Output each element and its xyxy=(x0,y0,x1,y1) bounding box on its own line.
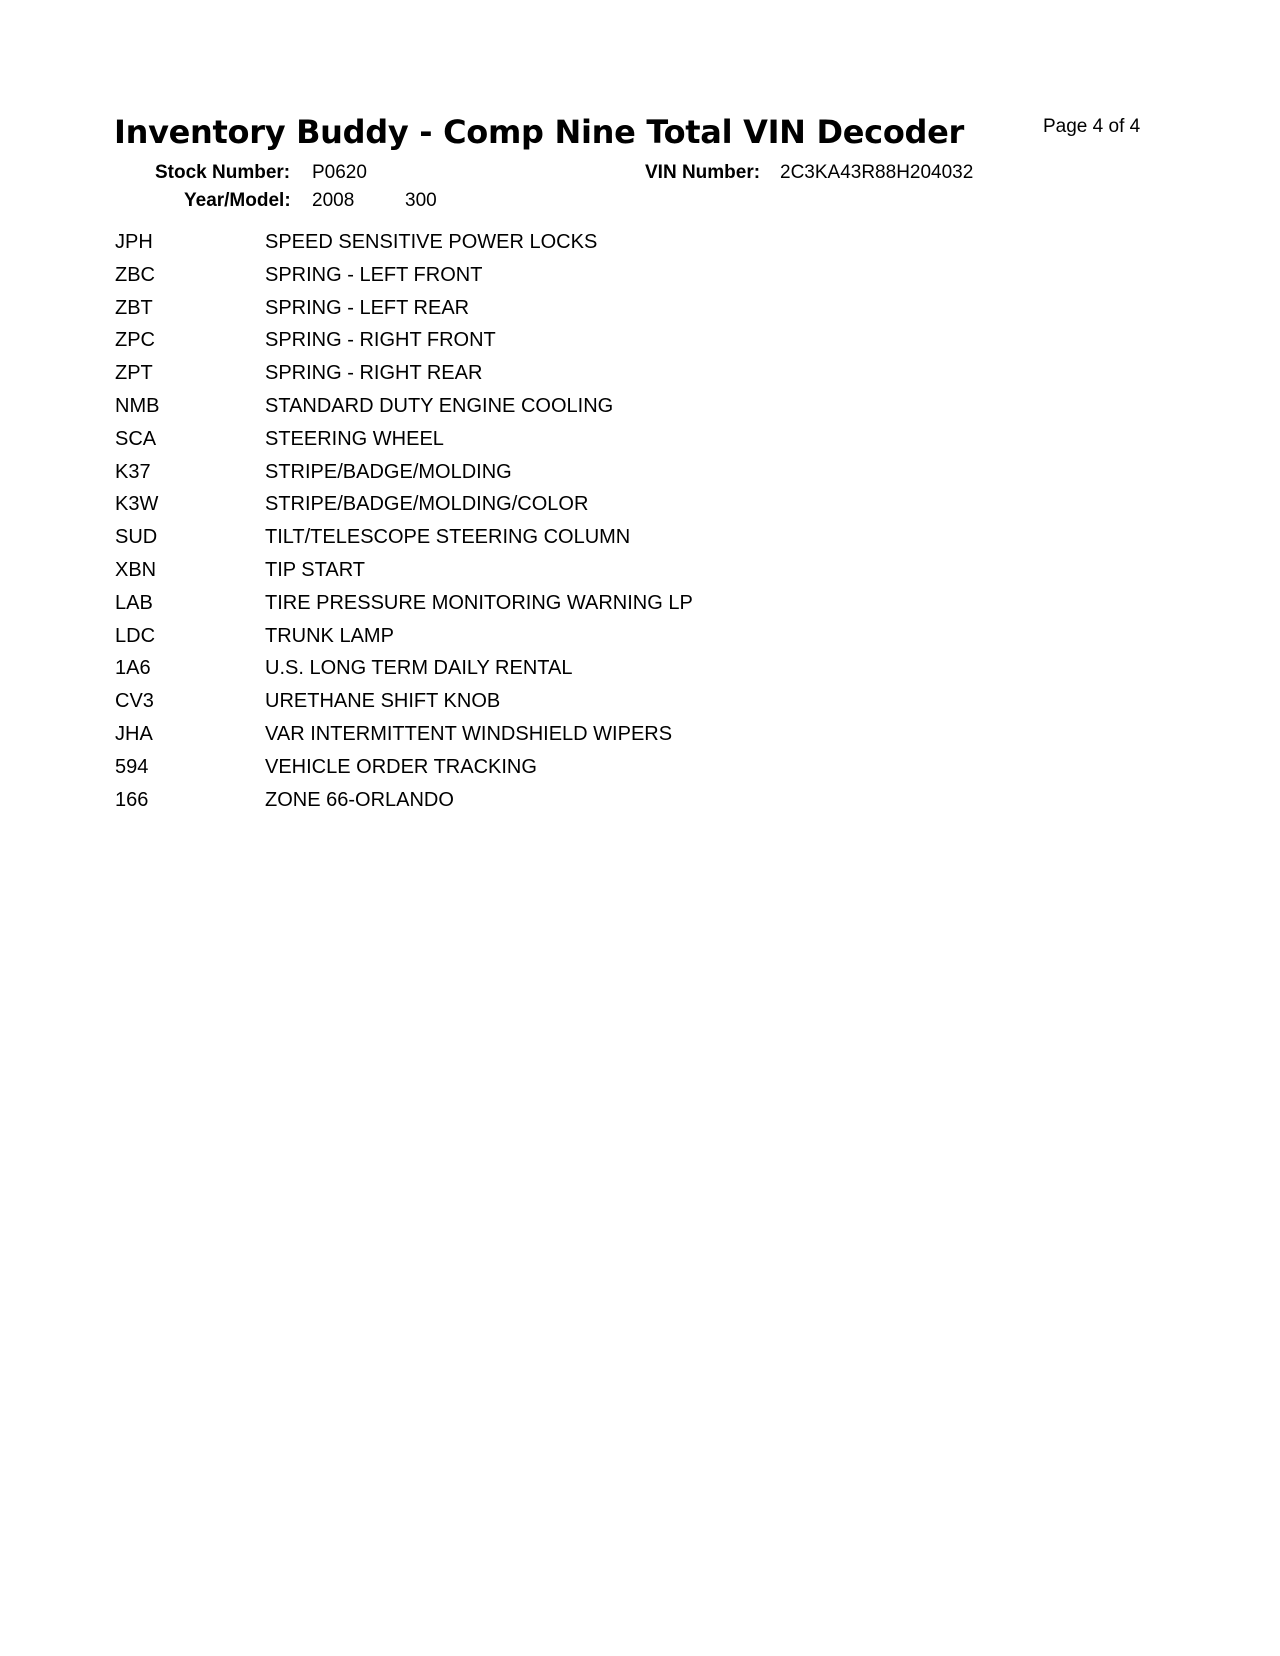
option-description: STANDARD DUTY ENGINE COOLING xyxy=(265,394,614,417)
option-code: K3W xyxy=(115,493,159,516)
vin-number-value: 2C3KA43R88H204032 xyxy=(780,162,974,183)
option-list xyxy=(115,228,1015,818)
option-description: TILT/TELESCOPE STEERING COLUMN xyxy=(265,526,631,549)
option-row xyxy=(115,425,1015,458)
option-code: LDC xyxy=(115,624,156,647)
option-description: ZONE 66-ORLANDO xyxy=(265,788,454,811)
option-code: K37 xyxy=(115,460,151,483)
option-description: STEERING WHEEL xyxy=(265,427,444,450)
option-code: SUD xyxy=(115,526,158,549)
option-row xyxy=(115,294,1015,327)
option-description: U.S. LONG TERM DAILY RENTAL xyxy=(265,657,573,680)
year-model-label: Year/Model: xyxy=(184,190,291,211)
option-description: SPRING - LEFT REAR xyxy=(265,296,470,319)
option-code: SCA xyxy=(115,427,157,450)
option-description: VEHICLE ORDER TRACKING xyxy=(265,755,537,778)
option-row xyxy=(115,458,1015,491)
option-row xyxy=(115,753,1015,786)
option-row xyxy=(115,392,1015,425)
model-value: 300 xyxy=(405,190,437,211)
option-code: ZPC xyxy=(115,329,155,352)
year-value: 2008 xyxy=(312,190,355,211)
option-description: STRIPE/BADGE/MOLDING xyxy=(265,460,512,483)
option-code: ZBC xyxy=(115,263,155,286)
option-code: JPH xyxy=(115,231,153,253)
stock-number-label: Stock Number: xyxy=(155,162,291,183)
option-description: TIP START xyxy=(265,558,366,581)
option-row xyxy=(115,589,1015,622)
option-code: 1A6 xyxy=(115,657,151,680)
option-code: ZPT xyxy=(115,362,153,385)
option-row xyxy=(115,326,1015,359)
option-row xyxy=(115,228,1015,261)
report-title: Inventory Buddy - Comp Nine Total VIN Decoder xyxy=(114,113,965,151)
option-row xyxy=(115,261,1015,294)
option-description: URETHANE SHIFT KNOB xyxy=(265,690,501,713)
option-row xyxy=(115,490,1015,523)
option-description: SPRING - LEFT FRONT xyxy=(265,263,483,286)
option-description: VAR INTERMITTENT WINDSHIELD WIPERS xyxy=(265,722,673,745)
option-code: ZBT xyxy=(115,296,153,319)
option-row xyxy=(115,556,1015,589)
option-row xyxy=(115,359,1015,392)
option-code: CV3 xyxy=(115,690,154,713)
option-description: TRUNK LAMP xyxy=(265,624,394,647)
option-code: XBN xyxy=(115,558,157,581)
vin-number-label: VIN Number: xyxy=(645,162,761,183)
option-description: TIRE PRESSURE MONITORING WARNING LP xyxy=(265,591,693,614)
option-row xyxy=(115,720,1015,753)
option-row xyxy=(115,622,1015,655)
option-code: LAB xyxy=(115,591,153,614)
option-code: NMB xyxy=(115,394,160,417)
option-code: 594 xyxy=(115,755,149,778)
option-description: SPRING - RIGHT REAR xyxy=(265,362,483,385)
option-row xyxy=(115,654,1015,687)
option-description: SPRING - RIGHT FRONT xyxy=(265,329,496,352)
page-number: Page 4 of 4 xyxy=(1043,116,1141,137)
option-code: 166 xyxy=(115,788,149,811)
option-row xyxy=(115,523,1015,556)
option-row xyxy=(115,687,1015,720)
option-row xyxy=(115,786,1015,819)
option-code: JHA xyxy=(115,722,153,745)
option-description: STRIPE/BADGE/MOLDING/COLOR xyxy=(265,493,589,516)
option-description: SPEED SENSITIVE POWER LOCKS xyxy=(265,231,598,253)
stock-number-value: P0620 xyxy=(312,162,367,183)
